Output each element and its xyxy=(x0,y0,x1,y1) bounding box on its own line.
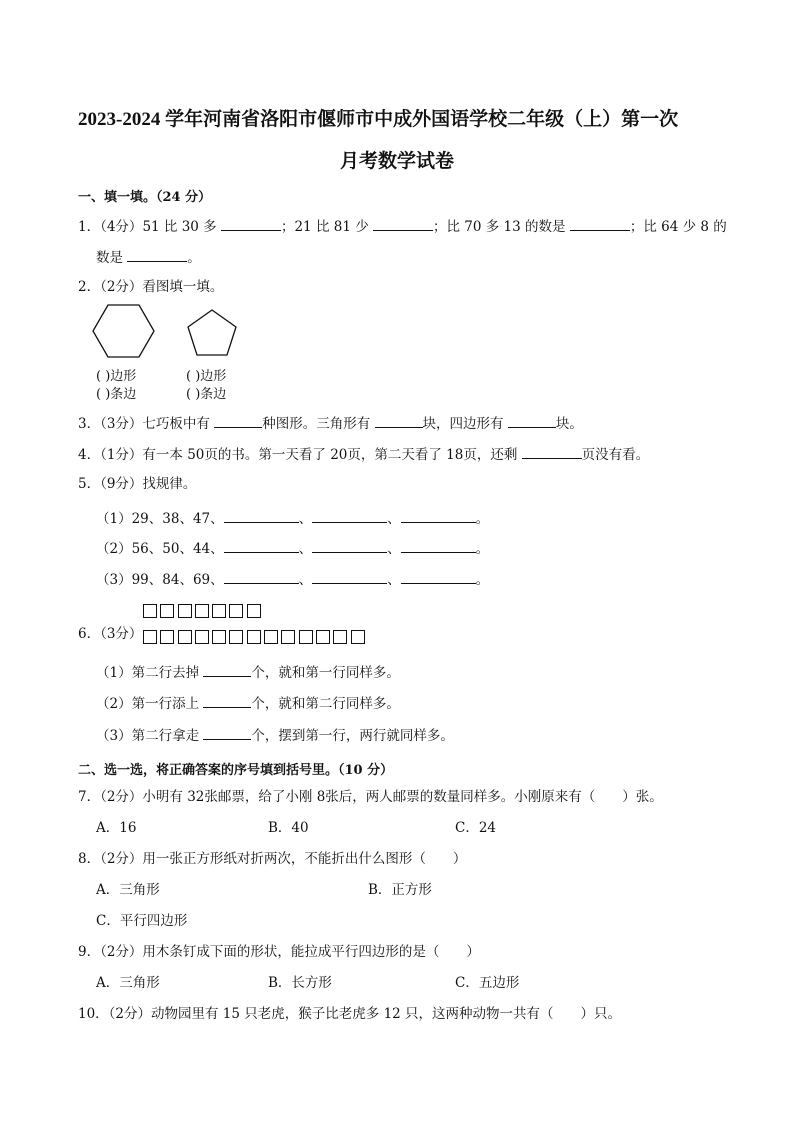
square-icon xyxy=(195,604,209,618)
option-b[interactable]: B．40 xyxy=(268,820,309,836)
q3-text-3: 块，四边形有 xyxy=(422,416,504,432)
square-icon xyxy=(351,630,365,644)
answer-blank[interactable] xyxy=(221,218,281,231)
option-c[interactable]: C．五边形 xyxy=(455,975,520,991)
question-1 xyxy=(78,218,727,235)
separator: 、 xyxy=(387,541,401,557)
answer-blank[interactable] xyxy=(522,446,582,459)
q3-text-1: 3．（3分）七巧板中有 xyxy=(78,416,210,432)
pentagon-figure xyxy=(186,309,238,357)
square-icon xyxy=(160,604,174,618)
option-c[interactable]: C．24 xyxy=(455,820,497,836)
option-a[interactable]: A．三角形 xyxy=(96,975,160,991)
hexagon-edges-label: ( )条边 xyxy=(96,387,137,402)
pattern-3-text: （3）99、84、69、 xyxy=(96,572,224,588)
section-heading-choice: 二、选一选，将正确答案的序号填到括号里。（10 分） xyxy=(78,763,394,778)
question-6-sub-1 xyxy=(96,664,400,681)
square-icon xyxy=(333,630,347,644)
option-a[interactable]: A．16 xyxy=(96,820,137,836)
answer-blank[interactable] xyxy=(312,510,387,523)
answer-blank[interactable] xyxy=(401,510,476,523)
answer-blank[interactable] xyxy=(224,540,299,553)
question-6-sub-2 xyxy=(96,695,400,712)
square-icon xyxy=(195,630,209,644)
square-icon xyxy=(316,630,330,644)
question-5: 5．（9分）找规律。 xyxy=(78,476,197,492)
question-2: 2．（2分）看图填一填。 xyxy=(78,279,224,295)
pattern-row-3 xyxy=(96,571,489,588)
answer-blank[interactable] xyxy=(312,571,387,584)
square-icon xyxy=(299,630,313,644)
q6-1-text-a: （1）第二行去掉 xyxy=(96,665,200,681)
answer-blank[interactable] xyxy=(508,415,556,428)
question-4 xyxy=(78,446,649,463)
option-b[interactable]: B．长方形 xyxy=(268,975,332,991)
square-icon xyxy=(247,604,261,618)
answer-blank[interactable] xyxy=(224,510,299,523)
square-icon xyxy=(229,604,243,618)
square-icon xyxy=(212,630,226,644)
q4-text-2: 页没有看。 xyxy=(581,447,650,463)
option-b[interactable]: B．正方形 xyxy=(368,882,432,898)
pentagon-edges-label: ( )条边 xyxy=(186,387,227,402)
square-icon xyxy=(247,630,261,644)
square-icon xyxy=(212,604,226,618)
answer-blank[interactable] xyxy=(401,571,476,584)
answer-blank[interactable] xyxy=(203,664,251,677)
square-icon xyxy=(264,630,278,644)
answer-blank[interactable] xyxy=(375,415,423,428)
q1-text-4: ；比 64 少 8 的 xyxy=(629,219,727,235)
pentagon-sides-label: ( )边形 xyxy=(186,369,227,384)
q4-text-1: 4．（1分）有一本 50页的书。第一天看了 20页，第二天看了 18页，还剩 xyxy=(78,447,518,463)
pattern-1-text: （1）29、38、47、 xyxy=(96,511,224,527)
square-icon xyxy=(160,630,174,644)
q3-text-2: 种图形。三角形有 xyxy=(262,416,371,432)
answer-blank[interactable] xyxy=(214,415,262,428)
q6-2-text-a: （2）第一行添上 xyxy=(96,696,200,712)
answer-blank[interactable] xyxy=(570,218,630,231)
q1-text-6: 。 xyxy=(187,250,201,266)
square-icon xyxy=(143,604,157,618)
q6-1-text-b: 个，就和第一行同样多。 xyxy=(251,665,400,681)
square-row-1 xyxy=(143,601,264,620)
separator: 、 xyxy=(387,572,401,588)
q6-3-text-b: 个，摆到第一行，两行就同样多。 xyxy=(251,728,454,744)
square-row-2 xyxy=(143,627,368,646)
question-3 xyxy=(78,415,583,432)
question-7: 7．（2分）小明有 32张邮票，给了小刚 8张后，两人邮票的数量同样多。小刚原来有（ ）张。 xyxy=(78,789,663,805)
section-heading-fill: 一、填一填。（24 分） xyxy=(78,190,212,205)
square-icon xyxy=(143,630,157,644)
answer-blank[interactable] xyxy=(312,540,387,553)
question-1-cont xyxy=(96,249,201,266)
period: 。 xyxy=(475,541,490,557)
q1-number: 1．（4分） xyxy=(78,219,143,235)
separator: 、 xyxy=(298,511,313,527)
hexagon-sides-label: ( )边形 xyxy=(96,369,137,384)
answer-blank[interactable] xyxy=(127,249,187,262)
q3-text-4: 块。 xyxy=(555,416,583,432)
hexagon-figure xyxy=(92,304,156,358)
period: 。 xyxy=(475,572,490,588)
square-icon xyxy=(178,630,192,644)
question-6-number: 6．（3分） xyxy=(78,626,143,642)
option-a[interactable]: A．三角形 xyxy=(96,882,160,898)
square-icon xyxy=(229,630,243,644)
page-title-line1: 2023-2024 学年河南省洛阳市偃师市中成外国语学校二年级（上）第一次 xyxy=(78,109,679,130)
question-6-sub-3 xyxy=(96,727,454,744)
separator: 、 xyxy=(387,511,401,527)
answer-blank[interactable] xyxy=(203,695,251,708)
period: 。 xyxy=(475,511,490,527)
question-10: 10．（2分）动物园里有 15 只老虎，猴子比老虎多 12 只，这两种动物一共有（ ）只。 xyxy=(78,1006,622,1022)
pattern-row-1 xyxy=(96,510,489,527)
answer-blank[interactable] xyxy=(373,218,433,231)
separator: 、 xyxy=(298,572,313,588)
q1-text-3: ；比 70 多 13 的数是 xyxy=(433,219,566,235)
pattern-row-2 xyxy=(96,540,489,557)
q1-text-5: 数是 xyxy=(96,250,123,266)
question-8: 8．（2分）用一张正方形纸对折两次，不能折出什么图形（ ） xyxy=(78,851,467,867)
q1-text-1: 51 比 30 多 xyxy=(142,219,217,235)
answer-blank[interactable] xyxy=(224,571,299,584)
separator: 、 xyxy=(298,541,313,557)
square-icon xyxy=(178,604,192,618)
q1-text-2: ；21 比 81 少 xyxy=(280,219,369,235)
option-c[interactable]: C．平行四边形 xyxy=(96,913,188,929)
pattern-2-text: （2）56、50、44、 xyxy=(96,541,224,557)
square-icon xyxy=(281,630,295,644)
question-9: 9．（2分）用木条钉成下面的形状，能拉成平行四边形的是（ ） xyxy=(78,944,480,960)
page-title-line2: 月考数学试卷 xyxy=(340,151,455,172)
answer-blank[interactable] xyxy=(401,540,476,553)
q6-2-text-b: 个，就和第二行同样多。 xyxy=(251,696,400,712)
answer-blank[interactable] xyxy=(203,727,251,740)
q6-3-text-a: （3）第二行拿走 xyxy=(96,728,200,744)
